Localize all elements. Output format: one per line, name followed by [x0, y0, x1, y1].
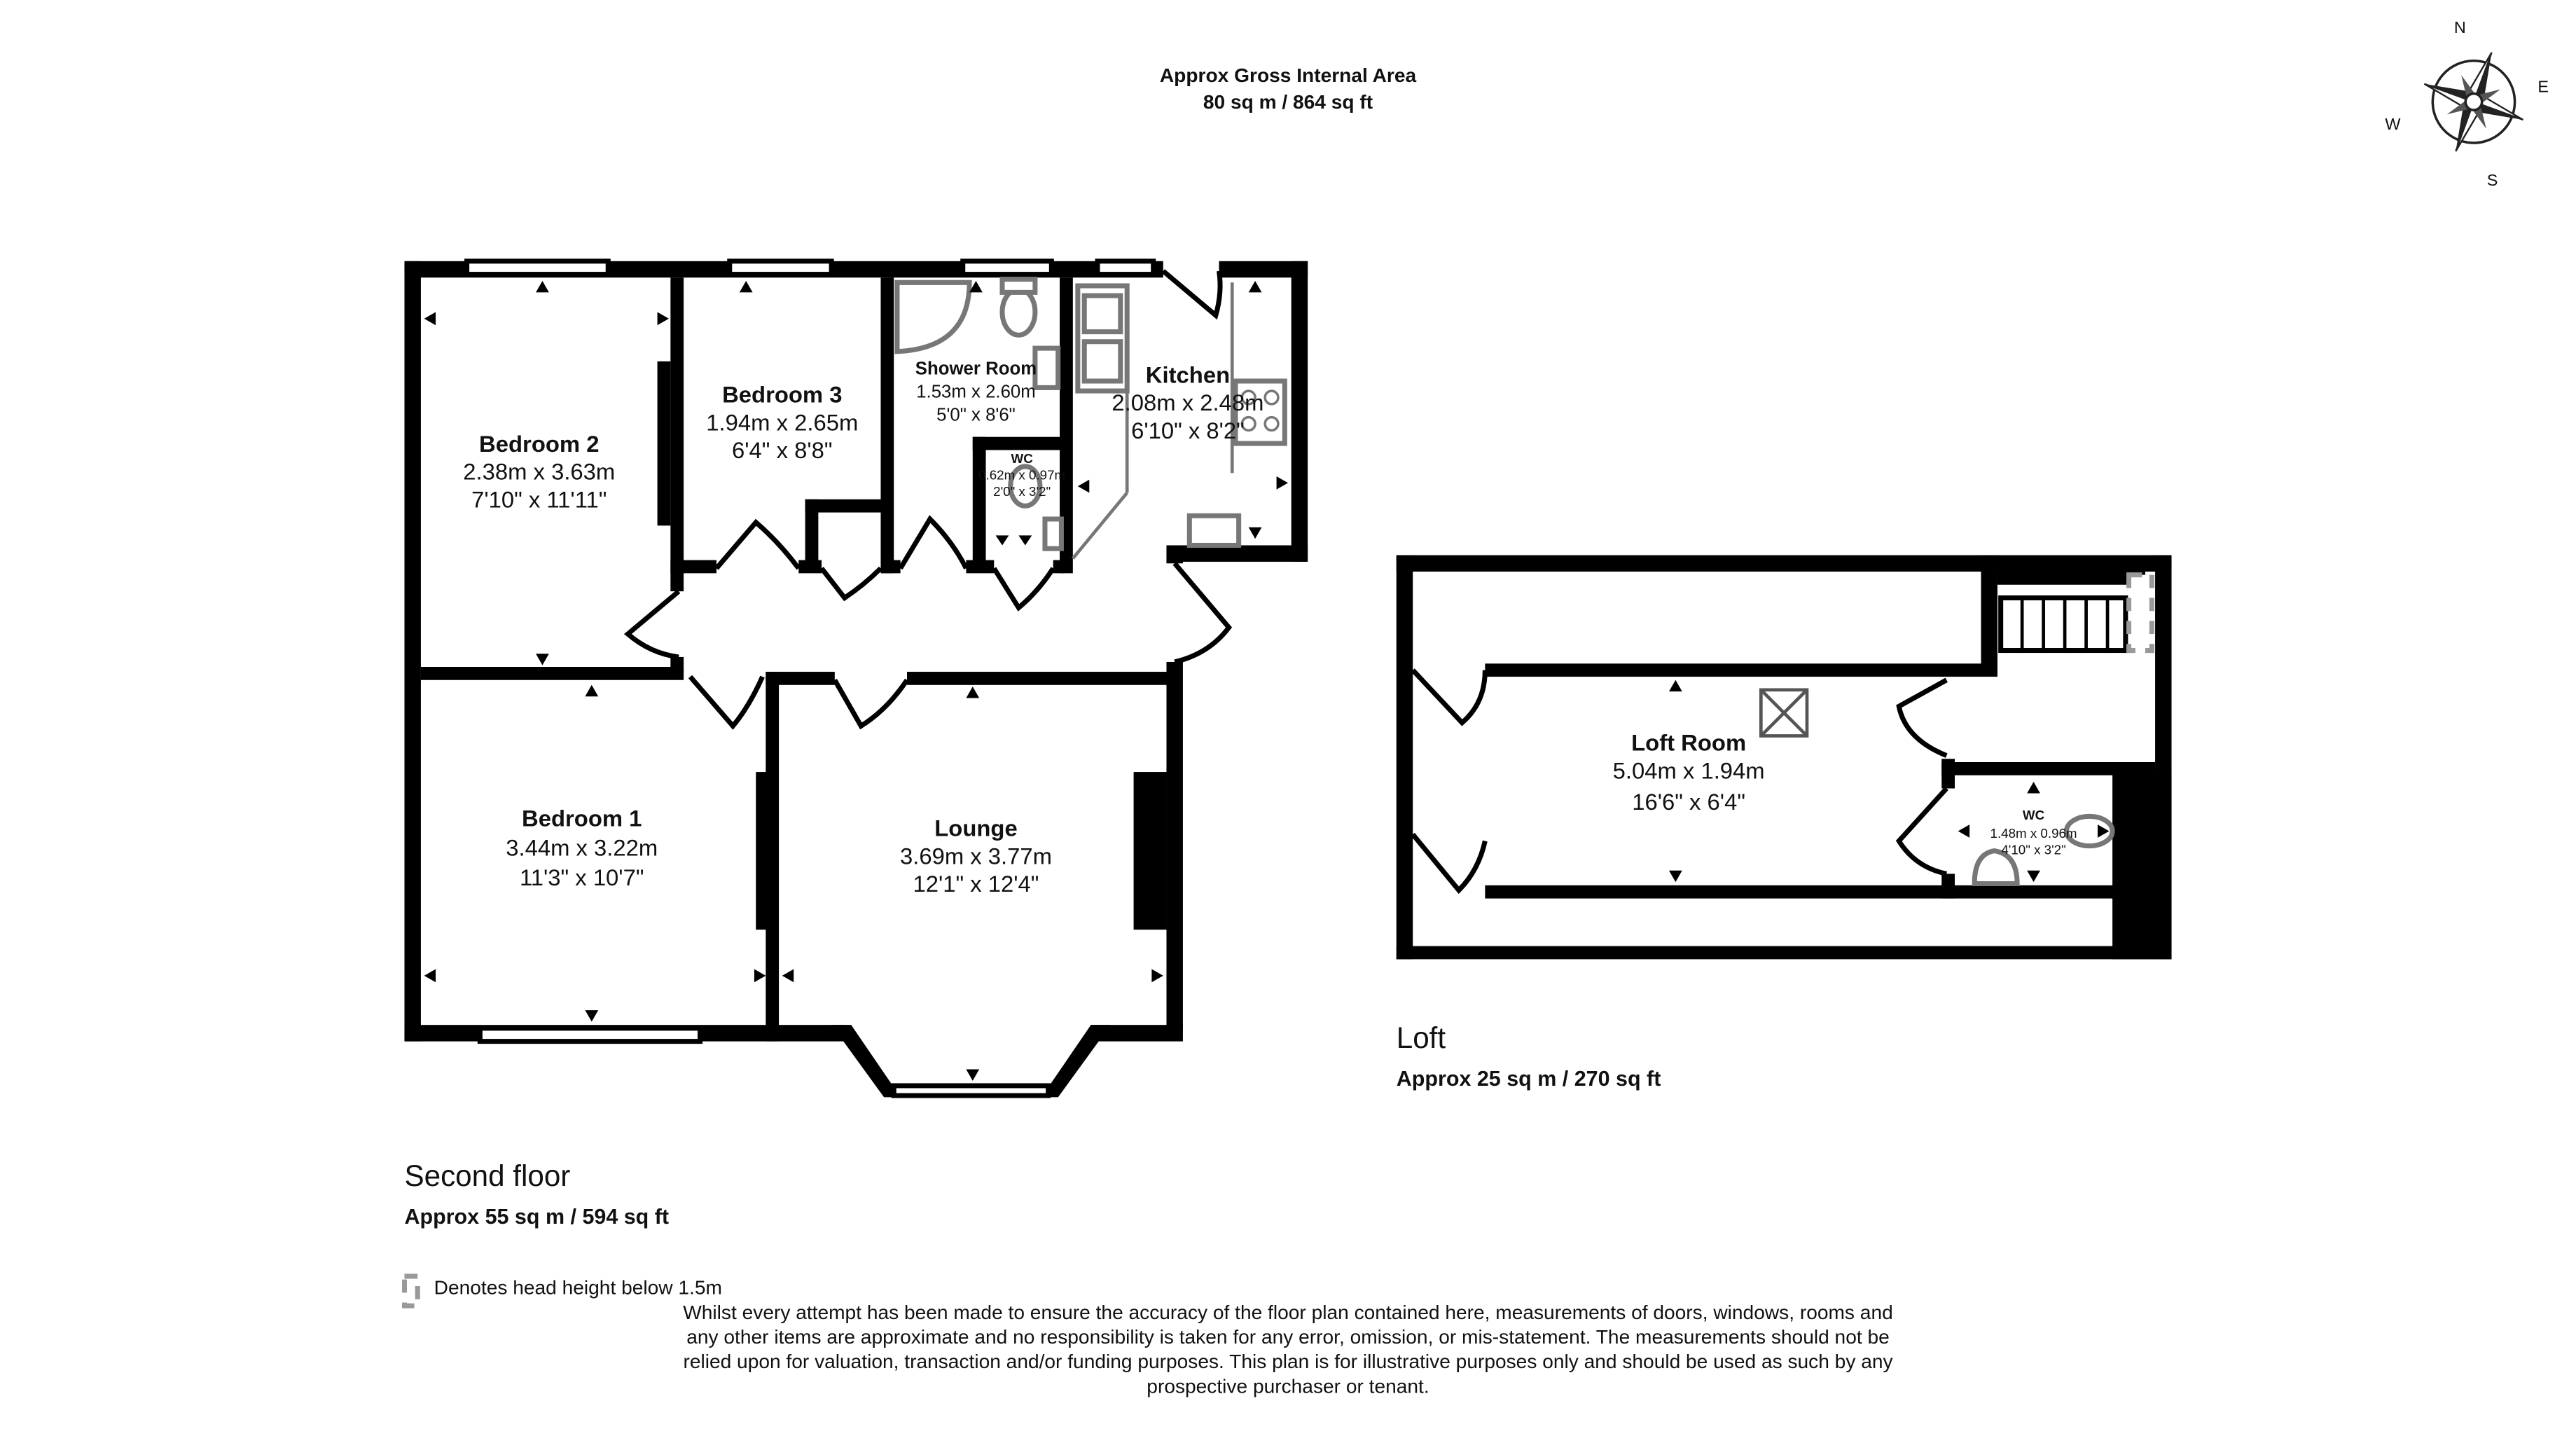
second-floor-plan [404, 259, 1308, 1097]
room-metric: 2.08m x 2.48m [1112, 389, 1264, 416]
room-imperial: 5'0" x 8'6" [936, 405, 1016, 425]
room-name: WC [2022, 808, 2045, 823]
room-label-bedroom3 [706, 381, 858, 463]
room-imperial: 16'6" x 6'4" [1632, 789, 1745, 815]
room-label-lounge [900, 815, 1052, 897]
room-metric: 1.53m x 2.60m [916, 382, 1036, 402]
room-imperial: 12'1" x 12'4" [913, 871, 1039, 897]
second-floor-area: Approx 55 sq m / 594 sq ft [404, 1204, 670, 1229]
room-imperial: 6'10" x 8'2" [1131, 417, 1245, 444]
loft-title: Loft [1396, 1021, 1446, 1054]
room-metric: 0.62m x 0.97m [978, 467, 1066, 483]
room-metric: 2.38m x 3.63m [463, 458, 616, 485]
legend [404, 1276, 721, 1306]
compass-s: S [2486, 170, 2498, 189]
room-name: Loft Room [1631, 729, 1747, 756]
loft-caption [1397, 1021, 1661, 1091]
room-label-bedroom1 [506, 805, 658, 890]
room-label-shower [915, 359, 1037, 425]
toilet-icon [1002, 289, 1035, 336]
disclaimer [683, 1302, 1892, 1397]
room-metric: 1.94m x 2.65m [706, 409, 859, 436]
room-name: Shower Room [915, 359, 1037, 379]
gross-area-title: Approx Gross Internal Area [1159, 64, 1417, 87]
disclaimer-line: relied upon for valuation, transaction and/or funding purposes. This plan is for illustrative purposes only and should be used as such by any [683, 1351, 1893, 1373]
second-floor-caption [404, 1159, 669, 1229]
head-height-swatch-icon [404, 1276, 417, 1306]
room-imperial: 6'4" x 8'8" [732, 437, 833, 464]
room-imperial: 11'3" x 10'7" [519, 864, 644, 890]
legend-head-height: Denotes head height below 1.5m [434, 1276, 722, 1299]
room-label-kitchen [1112, 361, 1263, 443]
disclaimer-line: any other items are approximate and no responsibility is taken for any error, omission, or mis-statement. The measurements should not be [686, 1326, 1890, 1348]
room-imperial: 4'10" x 3'2" [2001, 842, 2066, 857]
loft-area: Approx 25 sq m / 270 sq ft [1396, 1066, 1661, 1091]
disclaimer-line: Whilst every attempt has been made to ensure the accuracy of the floor plan contained here, measurements of doors, windows, rooms and [683, 1301, 1893, 1323]
room-metric: 5.04m x 1.94m [1612, 757, 1765, 784]
compass-n: N [2453, 18, 2466, 36]
room-name: Kitchen [1145, 361, 1231, 388]
second-floor-title: Second floor [404, 1159, 571, 1192]
gross-area-value: 80 sq m / 864 sq ft [1203, 90, 1373, 113]
compass-w: W [2385, 115, 2401, 134]
room-name: Bedroom 2 [479, 430, 600, 457]
loft-plan [1397, 555, 2172, 960]
room-metric: 1.48m x 0.96m [1990, 825, 2077, 841]
room-name: Bedroom 3 [722, 381, 843, 408]
room-label-loft-wc [1990, 808, 2077, 857]
room-label-bedroom2 [463, 431, 615, 513]
room-metric: 3.69m x 3.77m [899, 843, 1052, 869]
compass-e: E [2537, 77, 2549, 96]
room-name: WC [1011, 451, 1033, 467]
basin-icon [1035, 348, 1058, 387]
shower-tray-icon [897, 282, 969, 351]
room-metric: 3.44m x 3.22m [506, 834, 658, 861]
room-imperial: 7'10" x 11'11" [471, 486, 607, 513]
gross-area-header [1160, 64, 1417, 113]
room-imperial: 2'0" x 3'2" [993, 484, 1051, 499]
room-name: Lounge [934, 815, 1018, 841]
room-label-wc [978, 451, 1065, 499]
room-label-loft-room [1613, 730, 1765, 815]
loft-stairs [2001, 575, 2152, 651]
disclaimer-line: prospective purchaser or tenant. [1147, 1375, 1429, 1397]
room-name: Bedroom 1 [522, 805, 642, 831]
compass-rose-icon [2385, 18, 2549, 189]
